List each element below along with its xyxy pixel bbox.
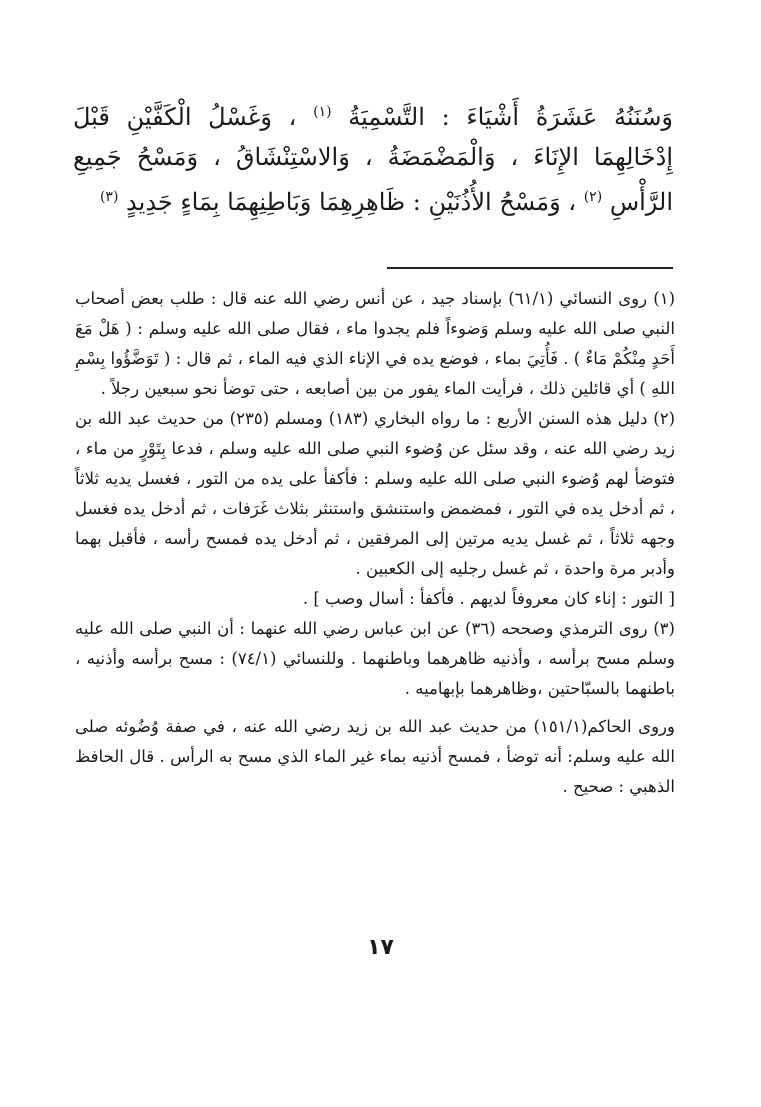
- footnote-ref-3[interactable]: (٣): [99, 189, 119, 205]
- footnote-1: (١) روى النسائي (٦١/١) بإسناد جيد ، عن أنس رضي الله عنه قال : طلب بعض أصحاب النبي صلى الله عليه وسلم وَضوءاً فلم يجدوا ماء ، فقال صلى الله عليه وسلم : ( هَلْ مَعَ أَحَدٍ مِنْكُمْ مَاءٌ ) . فَأُتِيَ بماء ، فوضع يده في الإناء الذي فيه الماء ، ثم قال : ( تَوَضَّؤُوا بِسْمِ اللهِ ) أي قائلين ذلك ، فرأيت الماء يفور من بين أصابعه ، حتى توضأ نحو سبعين رجلاً .: [75, 289, 675, 398]
- footnote-ref-1[interactable]: (١): [313, 104, 332, 120]
- main-text-part-2: ، وَغَسْلُ الْكَفَّيْنِ قَبْلَ إِدْخَالِهِمَا الإِنَاءَ ، وَالْمَضْمَضَةُ ، وَالاسْتِنْشَاقُ ، وَمَسْحُ جَمِيعِ الرَّأْسِ: [73, 103, 673, 216]
- footnote-3: (٣) روى الترمذي وصححه (٣٦) عن ابن عباس رضي الله عنهما : أن النبي صلى الله عليه وسلم مسح برأسه ، وأذنيه ظاهرهما وباطنهما . وللنسائي (٧٤/١) : مسح برأسه وأذنيه ، باطنهما بالسبّاحتين ،وظاهرهما بإبهاميه .: [75, 619, 675, 698]
- footnote-2: (٢) دليل هذه السنن الأربع : ما رواه البخاري (١٨٣) ومسلم (٢٣٥) من حديث عبد الله بن زيد رضي الله عنه ، وقد سئل عن وُضوء النبي صلى الله عليه وسلم ، فدعا بِتَوْرٍ من ماء ، فتوضأ لهم وُضوء النبي صلى الله عليه وسلم : فأكفأ على يده من التور ، فغسل يديه ثلاثاً ، ثم أدخل يده في التور ، فمضمض واستنشق واستنثر بثلاث غَرَفات ، ثم أدخل يده فغسل وجهه ثلاثاً ، ثم غسل يديه مرتين إلى المرفقين ، ثم أدخل يده فمسح رأسه ، فأقبل بهما وأدبر مرة واحدة ، ثم غسل رجليه إلى الكعبين .: [75, 409, 675, 578]
- main-text-part-1: وَسُنَنُهُ عَشَرَةُ أَشْيَاءَ : التَّسْمِيَةُ: [348, 103, 674, 131]
- footnote-ref-2[interactable]: (٢): [583, 189, 603, 205]
- footnotes-section: [75, 284, 675, 802]
- page-number: ١٧: [367, 935, 394, 960]
- main-text: [73, 92, 673, 222]
- footnote-separator: [387, 267, 673, 269]
- footnote-3-continuation: وروى الحاكم(١٥١/١) من حديث عبد الله بن زيد رضي الله عنه ، في صفة وُضُوئه صلى الله عليه وسلم: أنه توضأ ، فمسح أذنيه بماء غير الماء الذي مسح به الرأس . قال الحافظ الذهبي : صحيح .: [75, 717, 675, 796]
- main-text-part-3: ، وَمَسْحُ الأُذُنَيْنِ : ظَاهِرِهِمَا وَبَاطِنِهِمَا بِمَاءٍ جَدِيدٍ: [126, 188, 577, 216]
- footnote-2-gloss: [ التور : إناء كان معروفاً لديهم . فأكفأ : أسال وصب ] .: [302, 589, 675, 608]
